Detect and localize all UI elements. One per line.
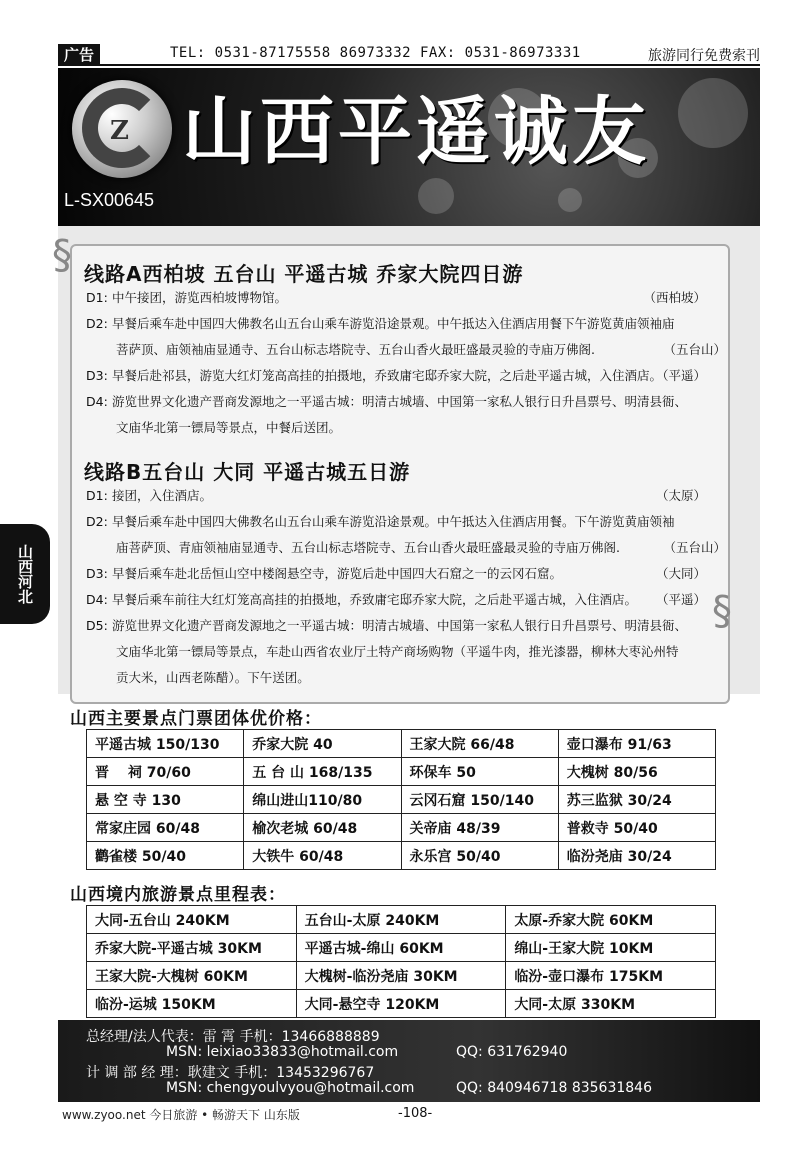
day-text: 菩萨顶、庙领袖庙显通寺、五台山标志塔院寺、五台山香火最旺盛最灵验的寺庙万佛阁. [116,342,595,357]
deputy-msn: MSN: chengyoulvyou@hotmail.com [166,1080,415,1096]
itinerary-line [116,338,726,362]
license-number: L-SX00645 [64,190,155,210]
page-number: -108- [398,1106,433,1121]
route-a-title: 线路A西柏坡 五台山 平遥古城 乔家大院四日游 [84,262,524,286]
itinerary-line [86,286,726,310]
table-cell: 大同-太原 330KM [506,990,716,1018]
table-row [87,842,716,870]
table-cell: 大铁牛 60/48 [244,842,401,870]
day-text: 早餐后乘车赴中国四大佛教名山五台山乘车游览沿途景观。中午抵达入住酒店用餐下午游览黄庙领袖庙 [112,316,675,331]
itinerary-line [86,562,726,586]
table-row [87,962,716,990]
distances-title: 山西境内旅游景点里程表： [70,885,286,905]
day-region: （平遥） [655,368,706,383]
table-cell: 鹳雀楼 50/40 [87,842,244,870]
table-cell: 大槐树-临汾尧庙 30KM [296,962,506,990]
ad-tag: 广告 [58,44,100,66]
itinerary-line [116,640,716,664]
table-cell: 临汾-运城 150KM [87,990,297,1018]
table-cell: 五台山-太原 240KM [296,906,506,934]
table-cell: 大同-五台山 240KM [87,906,297,934]
table-cell: 大同-悬空寺 120KM [296,990,506,1018]
banner [58,68,760,226]
table-cell: 永乐宫 50/40 [401,842,558,870]
site-footer: www.zyoo.net 今日旅游 • 畅游天下 山东版 [62,1108,300,1122]
day-label: D2: [86,514,108,529]
day-region: （大同） [655,566,706,581]
day-label: D3: [86,368,108,383]
table-cell: 晋 祠 70/60 [87,758,244,786]
table-cell: 悬 空 寺 130 [87,786,244,814]
table-cell: 临汾尧庙 30/24 [558,842,715,870]
magazine-note: 旅游同行免费索刊 [648,48,760,64]
itinerary-line [116,416,716,440]
table-row [87,814,716,842]
table-cell: 常家庄园 60/48 [87,814,244,842]
table-cell: 王家大院-大槐树 60KM [87,962,297,990]
table-row [87,990,716,1018]
table-row [87,786,716,814]
day-text: 贡大米，山西老陈醋）。下午送团。 [116,670,310,685]
day-text: 游览世界文化遗产晋商发源地之一平遥古城：明清古城墙、中国第一家私人银行日升昌票号、明清县衙、 [112,618,688,633]
manager-qq: QQ: 631762940 [456,1044,568,1060]
day-text: 文庙华北第一镖局等景点，中餐后送团。 [116,420,342,435]
brand-title: 山西平遥诚友 [182,89,650,175]
bokeh-circle [678,78,748,148]
itinerary-line [86,614,726,638]
day-text: 早餐后乘车赴北岳恒山空中楼阁悬空寺，游览后赴中国四大石窟之一的云冈石窟。 [112,566,563,581]
table-cell: 云冈石窟 150/140 [401,786,558,814]
deputy-contact: 计 调 部 经 理：耿建文 手机：13453296767 [86,1065,375,1081]
day-region: （平遥） [655,592,706,607]
table-cell: 绵山-王家大院 10KM [506,934,716,962]
decorative-swirl-icon: § [712,588,732,634]
day-text: 早餐后乘车赴中国四大佛教名山五台山乘车游览沿途景观。中午抵达入住酒店用餐。下午游览黄庙领袖 [112,514,675,529]
top-bar [58,44,760,66]
table-cell: 临汾-壶口瀑布 175KM [506,962,716,990]
day-label: D1: [86,488,108,503]
day-label: D4: [86,592,108,607]
day-label: D4: [86,394,108,409]
table-cell: 榆次老城 60/48 [244,814,401,842]
contact-footer [58,1020,760,1102]
itinerary-line [86,484,726,508]
day-label: D1: [86,290,108,305]
table-cell: 太原-乔家大院 60KM [506,906,716,934]
table-cell: 环保车 50 [401,758,558,786]
bokeh-circle [418,178,454,214]
region-side-tab: 山西河北 [0,524,50,624]
table-row [87,906,716,934]
route-b-title: 线路B五台山 大同 平遥古城五日游 [84,460,411,484]
table-cell: 大槐树 80/56 [558,758,715,786]
day-region: （太原） [655,488,706,503]
table-cell: 平遥古城 150/130 [87,730,244,758]
logo-letter: Z [110,116,129,146]
day-text: 文庙华北第一镖局等景点，车赴山西省农业厅土特产商场购物（平遥牛肉，推光漆器，柳林大枣沁州特 [116,644,679,659]
table-cell: 五 台 山 168/135 [244,758,401,786]
itinerary-line [86,510,726,534]
table-row [87,934,716,962]
day-text: 早餐后赴祁县，游览大红灯笼高高挂的拍摄地，乔致庸宅邸乔家大院，之后赴平遥古城，入住酒店。 [112,368,663,383]
tel-fax: TEL: 0531-87175558 86973332 FAX: 0531-86973331 [170,45,581,61]
table-row [87,730,716,758]
itinerary-line [86,364,726,388]
bokeh-circle [558,188,582,212]
tickets-table [86,729,716,870]
table-cell: 苏三监狱 30/24 [558,786,715,814]
day-text: 游览世界文化遗产晋商发源地之一平遥古城：明清古城墙、中国第一家私人银行日升昌票号、明清县衙、 [112,394,688,409]
day-label: D3: [86,566,108,581]
table-cell: 乔家大院-平遥古城 30KM [87,934,297,962]
itinerary-line [116,666,716,690]
itinerary-line [86,312,726,336]
day-text: 早餐后乘车前往大红灯笼高高挂的拍摄地，乔致庸宅邸乔家大院，之后赴平遥古城，入住酒店。 [112,592,638,607]
day-region: （西柏坡） [643,290,706,305]
distances-table [86,905,716,1018]
day-text: 中午接团，游览西柏坡博物馆。 [112,290,288,305]
itinerary-line [86,588,726,612]
manager-contact: 总经理/法人代表：雷 霄 手机：13466888889 [86,1029,380,1045]
day-text: 庙菩萨顶、青庙领袖庙显通寺、五台山标志塔院寺、五台山香火最旺盛最灵验的寺庙万佛阁. [116,540,620,555]
table-cell: 乔家大院 40 [244,730,401,758]
table-cell: 壶口瀑布 91/63 [558,730,715,758]
day-label: D5: [86,618,108,633]
table-row [87,758,716,786]
itinerary-line [116,536,726,560]
table-cell: 王家大院 66/48 [401,730,558,758]
day-region: （五台山） [663,540,726,555]
table-cell: 平遥古城-绵山 60KM [296,934,506,962]
table-cell: 普救寺 50/40 [558,814,715,842]
manager-msn: MSN: leixiao33833@hotmail.com [166,1044,399,1060]
deputy-qq: QQ: 840946718 835631846 [456,1080,652,1096]
day-text: 接团，入住酒店。 [112,488,213,503]
table-cell: 关帝庙 48/39 [401,814,558,842]
tickets-title: 山西主要景点门票团体优价格： [70,709,322,729]
itinerary-line [86,390,726,414]
day-region: （五台山） [663,342,726,357]
decorative-swirl-icon: § [52,232,72,278]
day-label: D2: [86,316,108,331]
table-cell: 绵山进山110/80 [244,786,401,814]
company-logo [72,80,172,178]
